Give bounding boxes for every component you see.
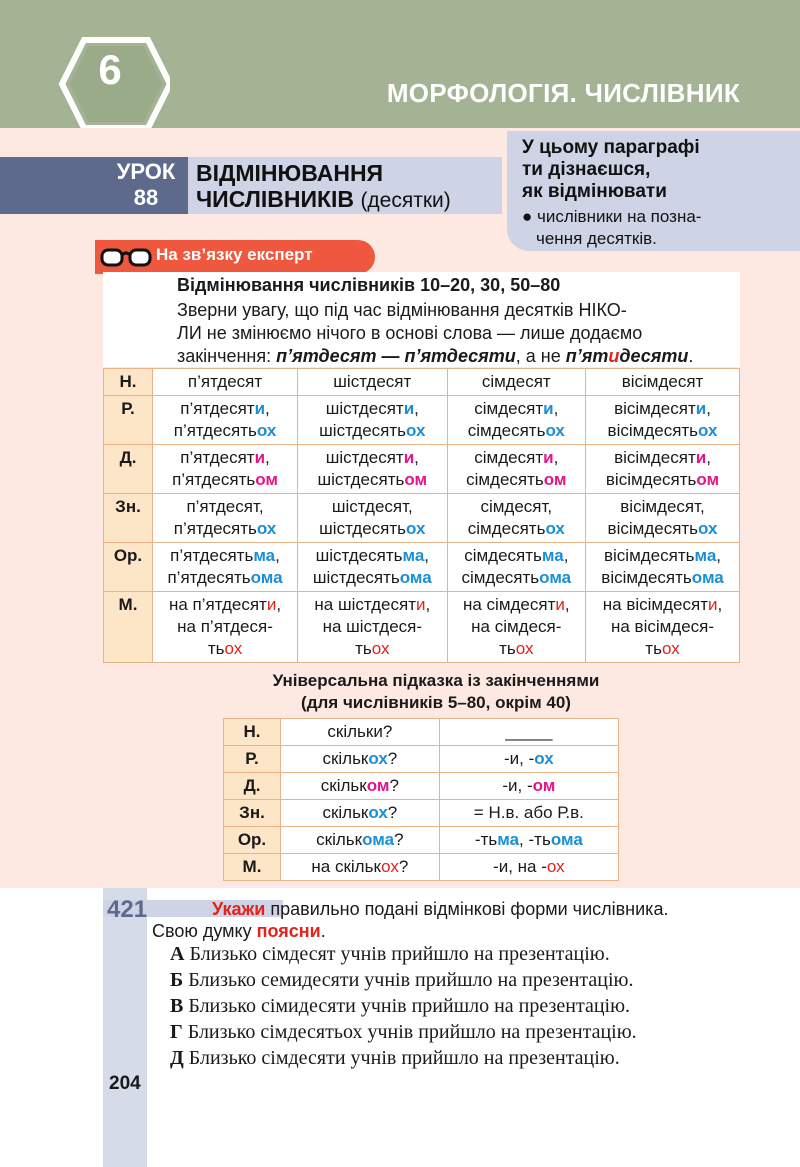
table-row (104, 445, 740, 494)
word-part: ома (539, 568, 572, 587)
word-part: , (265, 448, 270, 467)
word-part: ? (389, 776, 399, 795)
word-part: ох (368, 803, 388, 822)
word-part: ох (515, 639, 534, 658)
word-part: шістдесять (319, 421, 407, 440)
objectives-heading-line: ти дізнаєшся, (522, 159, 651, 180)
word-part: ох (224, 639, 243, 658)
case-label: Н. (104, 369, 153, 396)
table-cell (281, 773, 440, 800)
table-cell (586, 494, 740, 543)
word-part: ох (368, 749, 388, 768)
word-part: п’ятдесять (173, 519, 257, 538)
exercise-instruction (152, 898, 712, 942)
word-part: шістдесят (325, 448, 404, 467)
word-part: на вісімдесят (602, 595, 708, 614)
word-part: вісімдесят (614, 448, 696, 467)
table-cell (439, 854, 618, 881)
answer-option (170, 993, 637, 1019)
table-row (224, 854, 619, 881)
table-cell (586, 543, 740, 592)
table-cell (447, 445, 585, 494)
word-part: шістдесять (319, 519, 407, 538)
page-number: 204 (109, 1073, 141, 1094)
lesson-title-line2: ЧИСЛІВНИКІВ (196, 186, 355, 212)
word-part: , (553, 399, 559, 418)
word-part: ть (207, 639, 225, 658)
word-part: и (415, 595, 426, 614)
table-cell (298, 494, 448, 543)
word-part: шістдесят (325, 399, 404, 418)
word-part: ? (394, 830, 404, 849)
word-part: ох (406, 421, 426, 440)
word-part: , (424, 546, 430, 565)
table-cell (447, 494, 585, 543)
table-cell (298, 369, 448, 396)
table-cell (586, 369, 740, 396)
word-part: шістдесять (315, 546, 403, 565)
word-part: и (695, 399, 707, 418)
table-cell (281, 800, 440, 827)
hint-table (223, 718, 619, 881)
word-part: ма (497, 830, 520, 849)
word-part: сімдесят (474, 448, 544, 467)
rule-correct-example: п’ятдесят — п’ятдесяти (276, 346, 516, 366)
rule-text-line2: ЛИ не змінюємо нічого в основі слова — лише додаємо (177, 323, 643, 343)
table-cell (447, 543, 585, 592)
table-cell (586, 396, 740, 445)
objectives-heading-line: як відмінювати (522, 181, 667, 202)
exercise-verb: поясни (256, 921, 321, 941)
word-part: ома (250, 568, 283, 587)
word-part: п’ятдесят (180, 399, 255, 418)
exercise-text: . (320, 921, 326, 941)
answer-options (170, 941, 637, 1071)
word-part: ох (371, 639, 390, 658)
option-letter: В (170, 995, 184, 1017)
word-part: ть (355, 639, 372, 658)
word-part: скільк (322, 803, 369, 822)
case-label: Р. (224, 746, 281, 773)
word-part: и (543, 399, 554, 418)
option-text: Близько сімдесятьох учнів прийшло на презентацію. (182, 1021, 637, 1043)
word-part: , (414, 399, 419, 418)
case-label: Д. (224, 773, 281, 800)
word-part: _____ (505, 722, 553, 741)
hint-heading-line2: (для числівників 5–80, окрім 40) (301, 693, 571, 712)
option-letter: А (170, 943, 185, 965)
word-part: ома (399, 568, 432, 587)
word-part: , (564, 595, 570, 614)
word-part: ох (698, 421, 718, 440)
word-part: , (414, 448, 419, 467)
word-part: сімдесять (461, 568, 540, 587)
word-part: ом (543, 470, 567, 489)
word-part: п’ятдесять (167, 568, 251, 587)
exercise-number: 421 (107, 896, 148, 923)
table-cell (153, 494, 298, 543)
table-row (224, 800, 619, 827)
word-part: -и, - (502, 776, 533, 795)
word-part: = Н.в. або Р.в. (473, 803, 584, 822)
table-cell (298, 543, 448, 592)
chapter-title: МОРФОЛОГІЯ. ЧИСЛІВНИК (386, 78, 740, 108)
lesson-number-value: 88 (133, 185, 159, 210)
word-part: ом (532, 776, 556, 795)
answer-option (170, 967, 637, 993)
word-part: и (543, 448, 554, 467)
word-part: на сімдеся- (471, 617, 562, 636)
word-part: скільк (320, 776, 367, 795)
word-part: , (706, 399, 711, 418)
word-part: шістдесять (317, 470, 405, 489)
word-part: вісімдесять (601, 568, 692, 587)
table-cell (439, 746, 618, 773)
word-part: сімдесять (466, 470, 544, 489)
lesson-number (105, 159, 187, 211)
word-part: и (254, 399, 266, 418)
word-part: вісімдесят (621, 372, 704, 391)
table-cell (281, 746, 440, 773)
rule-text-fragment: . (688, 346, 694, 366)
table-cell (153, 369, 298, 396)
word-part: вісімдесять (607, 519, 699, 538)
rule-wrong-part: десяти (619, 346, 689, 366)
option-letter: Б (170, 969, 184, 991)
table-cell (447, 592, 585, 663)
table-cell (298, 396, 448, 445)
option-text: Близько сімидесяти учнів прийшло на презентацію. (183, 995, 631, 1017)
word-part: п’ятдесят, (186, 497, 264, 516)
table-cell (298, 592, 448, 663)
option-text: Близько сімдесят учнів прийшло на презентацію. (184, 943, 610, 965)
glasses-icon (100, 244, 152, 270)
word-part: , (563, 546, 569, 565)
objectives-heading (522, 137, 700, 203)
table-cell (153, 396, 298, 445)
word-part: сімдесять (467, 519, 546, 538)
word-part: , (717, 595, 723, 614)
word-part: шістдесят (333, 372, 412, 391)
word-part: и (695, 448, 707, 467)
answer-option (170, 941, 637, 967)
word-part: на шістдеся- (322, 617, 423, 636)
word-part: и (403, 399, 415, 418)
word-part: вісімдесять (603, 546, 695, 565)
answer-option (170, 1019, 637, 1045)
table-cell (153, 592, 298, 663)
word-part: сімдесят (481, 372, 551, 391)
objectives-bullet-line: ● числівники на позна- (522, 207, 702, 226)
word-part: ? (387, 749, 398, 768)
word-part: ? (387, 803, 398, 822)
word-part: , -ть (519, 830, 551, 849)
word-part: ма (694, 546, 717, 565)
word-part: п’ятдесят (180, 448, 255, 467)
table-cell (439, 827, 618, 854)
word-part: на шістдесят (314, 595, 416, 614)
word-part: ох (546, 857, 565, 876)
word-part: ох (545, 519, 565, 538)
word-part: вісімдесять (607, 421, 699, 440)
word-part: и (266, 595, 277, 614)
hint-heading (236, 670, 636, 714)
page-margin-strip (103, 888, 147, 1167)
word-part: , (275, 546, 280, 565)
table-cell (586, 445, 740, 494)
word-part: ма (253, 546, 276, 565)
word-part: и (708, 595, 718, 614)
word-part: сімдесят (474, 399, 544, 418)
case-label: Ор. (224, 827, 281, 854)
word-part: , (425, 595, 431, 614)
word-part: на п’ятдеся- (177, 617, 273, 636)
word-part: сімдесят, (480, 497, 553, 516)
word-part: ох (661, 639, 680, 658)
lesson-title-line1: ВІДМІНЮВАННЯ (196, 160, 384, 186)
word-part: ом (366, 776, 390, 795)
case-label: М. (224, 854, 281, 881)
word-part: ох (381, 857, 399, 876)
table-row (104, 494, 740, 543)
word-part: ть (645, 639, 662, 658)
word-part: вісімдесят, (620, 497, 705, 516)
word-part: ома (362, 830, 395, 849)
word-part: -и, - (504, 749, 535, 768)
word-part: на п’ятдесят (168, 595, 267, 614)
rule-wrong-example (566, 346, 689, 366)
word-part: ох (256, 519, 277, 538)
word-part: п’ятдесять (173, 421, 257, 440)
table-cell (281, 854, 440, 881)
objectives-bullet (522, 206, 701, 250)
word-part: ох (534, 749, 554, 768)
word-part: , (276, 595, 282, 614)
word-part: -и, на - (493, 857, 547, 876)
word-part: ом (404, 470, 428, 489)
exercise-text: Свою думку (152, 921, 257, 941)
case-label: М. (104, 592, 153, 663)
word-part: сімдесять (467, 421, 546, 440)
word-part: вісімдесят (614, 399, 696, 418)
table-cell (281, 827, 440, 854)
word-part: ть (499, 639, 516, 658)
word-part: на сімдесят (462, 595, 556, 614)
word-part: и (254, 448, 266, 467)
word-part: п’ятдесят (187, 372, 263, 391)
word-part: шістдесять (312, 568, 400, 587)
table-cell (439, 800, 618, 827)
rule-text-fragment: , а не (515, 346, 566, 366)
word-part: , (706, 448, 711, 467)
rule-text-line1: Зверни увагу, що під час відмінювання десятків НІКО- (177, 300, 627, 320)
objectives-heading-line: У цьому параграфі (522, 137, 700, 158)
declension-table (103, 368, 740, 663)
hint-heading-line1: Універсальна підказка із закінченнями (272, 671, 600, 690)
case-label: Зн. (104, 494, 153, 543)
word-part: ома (691, 568, 724, 587)
option-text: Близько сімдесяти учнів прийшло на презентацію. (183, 1047, 620, 1069)
chapter-number: 6 (98, 46, 122, 93)
word-part: ом (696, 470, 720, 489)
table-row (104, 543, 740, 592)
expert-label: На зв’язку експерт (156, 245, 313, 264)
word-part: ох (406, 519, 426, 538)
rule-text-fragment: закінчення: (177, 346, 277, 366)
option-text: Близько семидесяти учнів прийшло на презентацію. (183, 969, 634, 991)
rule-wrong-letter: и (608, 346, 620, 366)
lesson-title-note: (десятки) (360, 189, 451, 212)
table-cell (447, 396, 585, 445)
table-row (224, 773, 619, 800)
word-part: ом (255, 470, 278, 489)
option-letter: Г (170, 1021, 183, 1043)
word-part: шістдесят, (331, 497, 413, 516)
word-part: и (403, 448, 415, 467)
case-label: Зн. (224, 800, 281, 827)
word-part: ох (256, 421, 277, 440)
word-part: , (716, 546, 722, 565)
word-part: ох (698, 519, 718, 538)
table-cell (298, 445, 448, 494)
table-row (224, 719, 619, 746)
word-part: и (555, 595, 565, 614)
table-cell (447, 369, 585, 396)
word-part: ? (398, 857, 409, 876)
table-cell (439, 773, 618, 800)
objectives-bullet-line: чення десятків. (536, 229, 657, 248)
case-label: Р. (104, 396, 153, 445)
word-part: п’ятдесять (170, 546, 254, 565)
table-cell (281, 719, 440, 746)
word-part: сімдесять (464, 546, 542, 565)
word-part: ма (402, 546, 425, 565)
word-part: ох (545, 421, 565, 440)
table-row (104, 592, 740, 663)
table-cell (439, 719, 618, 746)
table-cell (153, 445, 298, 494)
word-part: скільк (316, 830, 363, 849)
rule-wrong-part: п’ят (565, 346, 609, 366)
table-row (224, 746, 619, 773)
word-part: п’ятдесять (172, 470, 256, 489)
word-part: ма (541, 546, 564, 565)
exercise-verb: Укажи (212, 899, 266, 919)
table-row (104, 369, 740, 396)
word-part: , (553, 448, 559, 467)
case-label: Ор. (104, 543, 153, 592)
table-row (104, 396, 740, 445)
word-part: на вісімдеся- (610, 617, 715, 636)
case-label: Д. (104, 445, 153, 494)
word-part: на скільк (311, 857, 382, 876)
word-part: ома (550, 830, 583, 849)
word-part: , (265, 399, 270, 418)
case-label: Н. (224, 719, 281, 746)
table-row (224, 827, 619, 854)
table-cell (586, 592, 740, 663)
word-part: -ть (474, 830, 498, 849)
rule-heading: Відмінювання числівників 10–20, 30, 50–80 (177, 275, 561, 295)
word-part: скільки? (327, 722, 393, 741)
table-cell (153, 543, 298, 592)
exercise-text: правильно подані відмінкові форми числівника. (265, 899, 669, 919)
answer-option (170, 1045, 637, 1071)
lesson-title (196, 160, 451, 214)
word-part: скільк (322, 749, 369, 768)
word-part: вісімдесять (605, 470, 697, 489)
option-letter: Д (170, 1047, 184, 1069)
lesson-label: УРОК (116, 159, 176, 184)
rule-text-line3 (177, 345, 693, 368)
